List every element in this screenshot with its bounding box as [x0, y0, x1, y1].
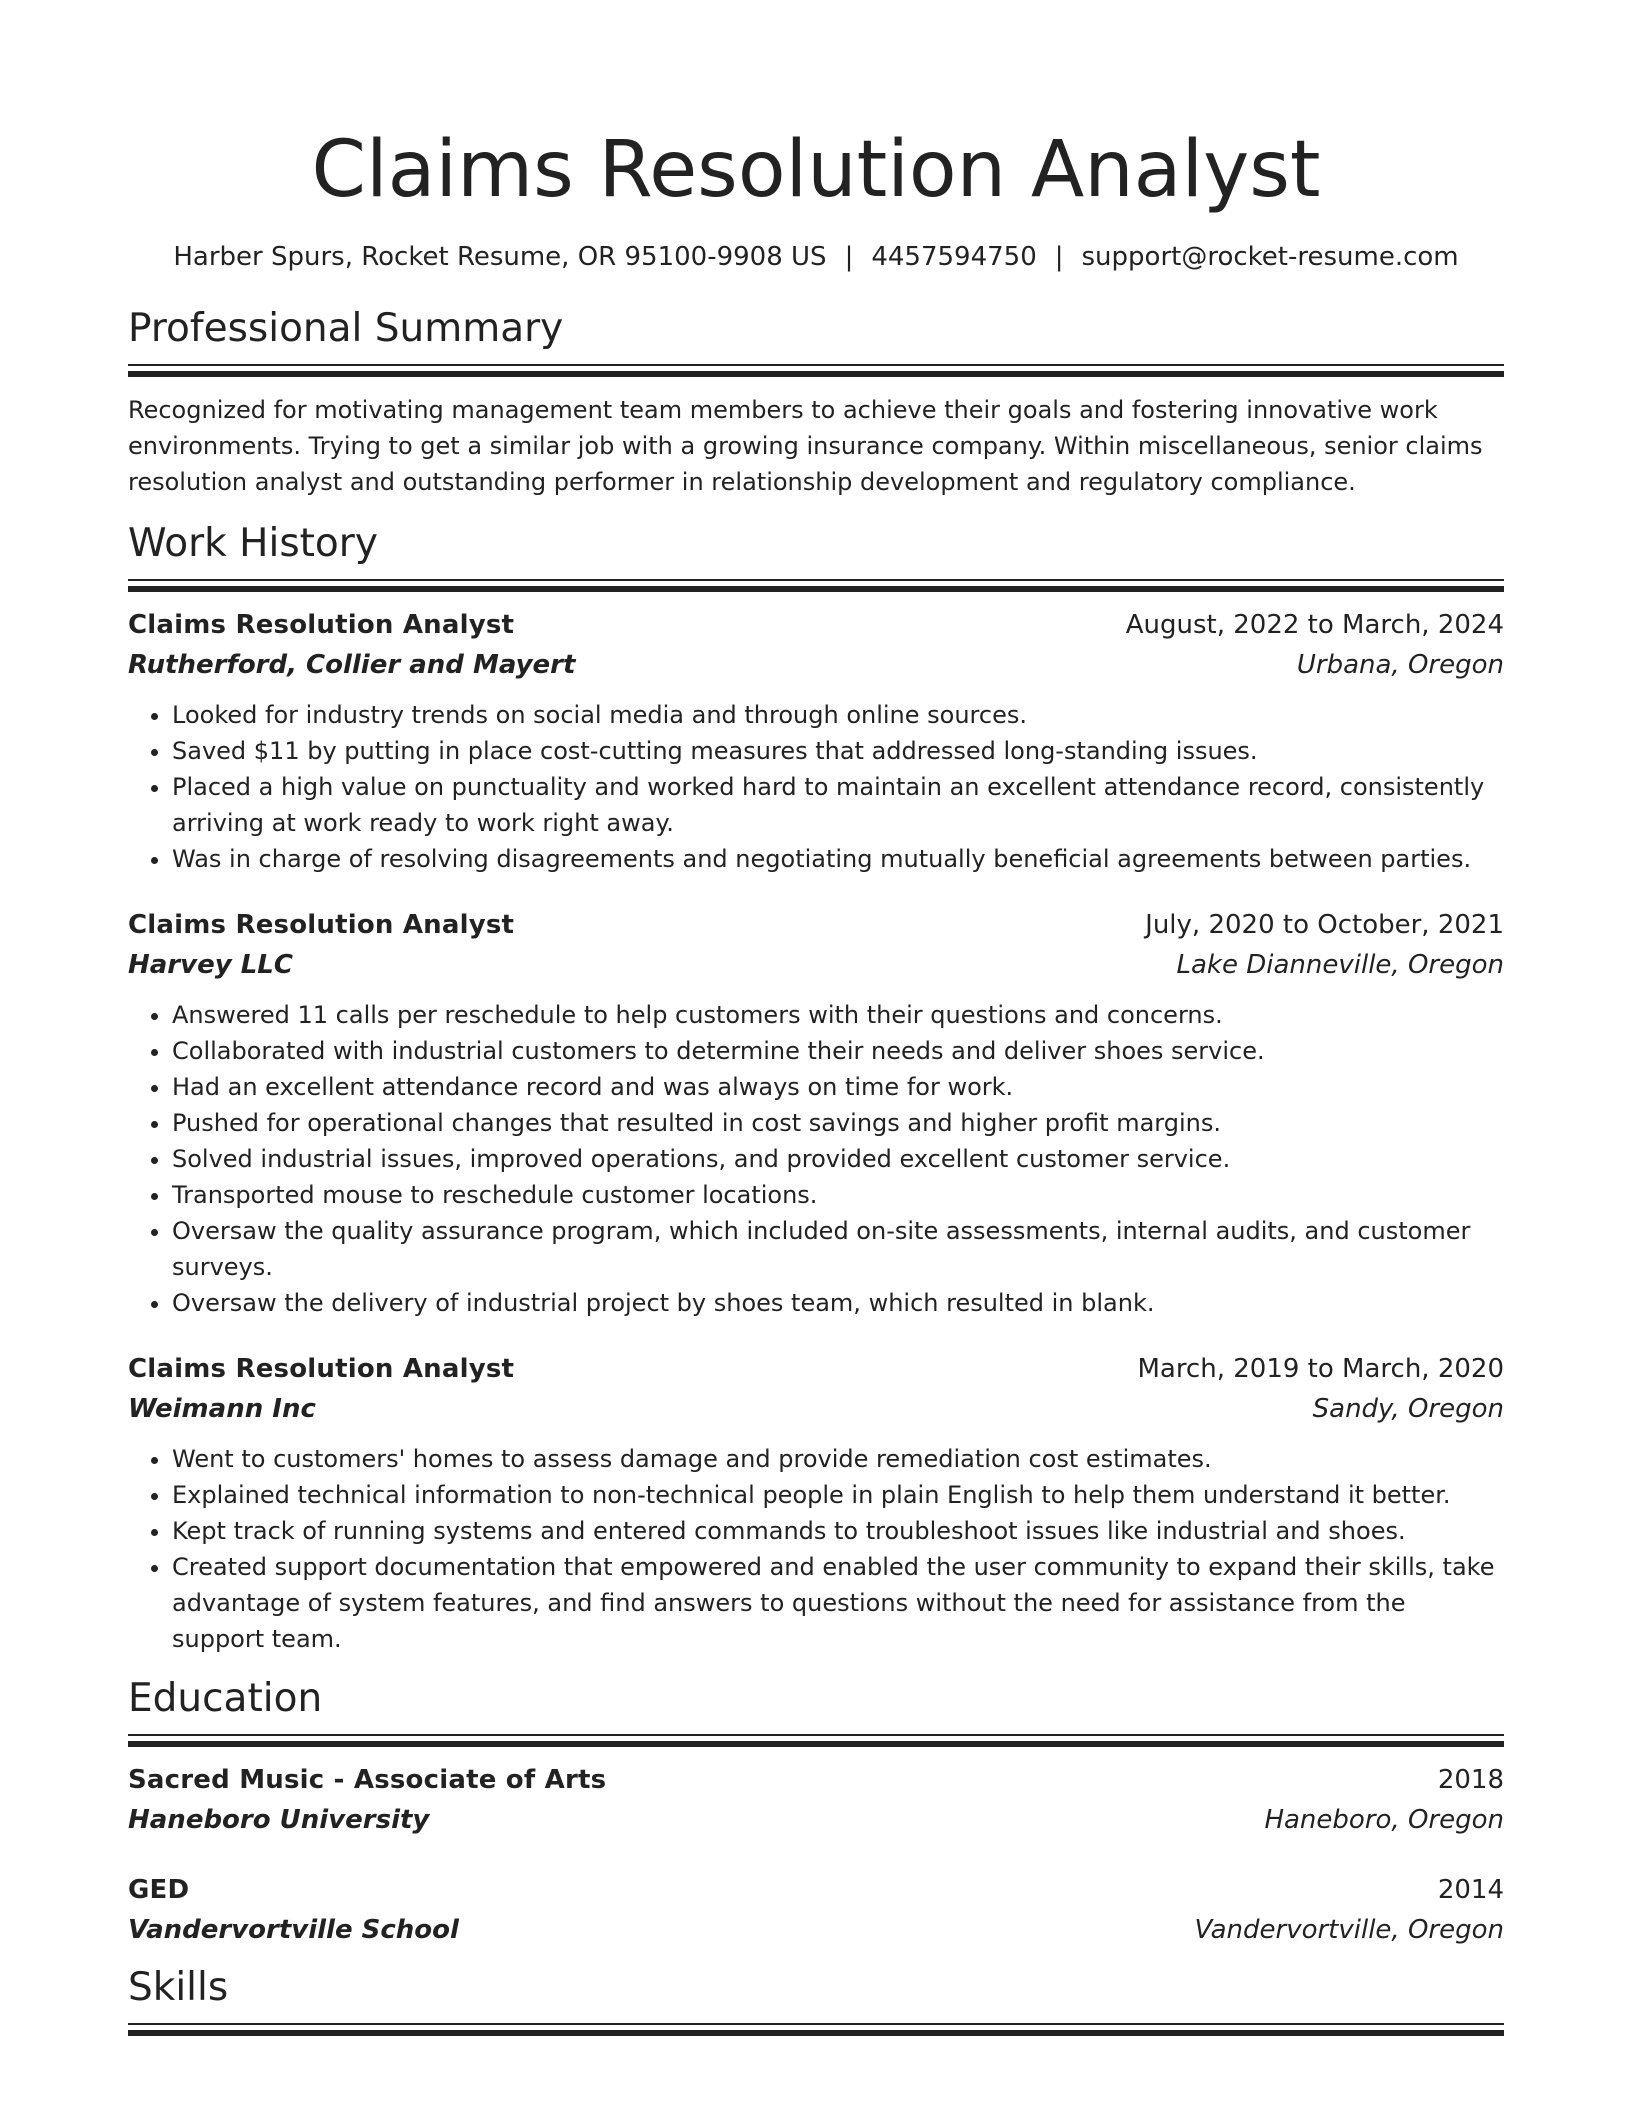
job-bullet: • Explained technical information to non-technical people in plain English to help them understand it better.	[172, 1477, 1504, 1513]
section-divider	[128, 2023, 1504, 2035]
education-degree: Sacred Music - Associate of Arts	[128, 1765, 607, 1795]
education-location: Vandervortville, Oregon	[1194, 1915, 1504, 1945]
education-entry	[128, 1870, 1504, 1950]
contact-phone: 4457594750	[871, 242, 1037, 272]
job-dates: August, 2022 to March, 2024	[1125, 610, 1504, 640]
education-header-row	[128, 1760, 1504, 1800]
job-title: Claims Resolution Analyst	[128, 1354, 515, 1384]
education-school: Haneboro University	[128, 1805, 430, 1835]
job-entry	[128, 905, 1504, 1321]
job-company-row	[128, 645, 1504, 685]
contact-separator: |	[844, 242, 854, 272]
job-header-row	[128, 605, 1504, 645]
job-dates: July, 2020 to October, 2021	[1145, 910, 1504, 940]
education-school-row	[128, 1910, 1504, 1950]
contact-separator: |	[1054, 242, 1064, 272]
job-bullet: • Had an excellent attendance record and was always on time for work.	[172, 1069, 1504, 1105]
job-company: Weimann Inc	[128, 1394, 316, 1424]
job-dates: March, 2019 to March, 2020	[1137, 1354, 1504, 1384]
job-bullets	[128, 1441, 1504, 1657]
job-bullet: • Solved industrial issues, improved operations, and provided excellent customer service.	[172, 1141, 1504, 1177]
job-bullet: • Saved $11 by putting in place cost-cutting measures that addressed long-standing issues.	[172, 733, 1504, 769]
job-bullet: • Was in charge of resolving disagreements and negotiating mutually beneficial agreements between parties.	[172, 841, 1504, 877]
summary-heading: Professional Summary	[128, 306, 564, 351]
job-bullet: • Kept track of running systems and entered commands to troubleshoot issues like industrial and shoes.	[172, 1513, 1504, 1549]
job-company: Harvey LLC	[128, 950, 293, 980]
education-degree: GED	[128, 1875, 190, 1905]
education-school: Vandervortville School	[128, 1915, 459, 1945]
job-bullet: • Transported mouse to reschedule customer locations.	[172, 1177, 1504, 1213]
job-location: Urbana, Oregon	[1296, 650, 1504, 680]
job-header-row	[128, 905, 1504, 945]
education-year: 2018	[1437, 1765, 1504, 1795]
contact-line	[128, 241, 1504, 273]
section-divider	[128, 579, 1504, 591]
education-entry	[128, 1760, 1504, 1840]
job-entry	[128, 1349, 1504, 1657]
job-bullet: • Looked for industry trends on social media and through online sources.	[172, 697, 1504, 733]
job-bullet: • Answered 11 calls per reschedule to help customers with their questions and concerns.	[172, 997, 1504, 1033]
resume-title: Claims Resolution Analyst	[311, 125, 1321, 215]
job-bullet: • Pushed for operational changes that resulted in cost savings and higher profit margins.	[172, 1105, 1504, 1141]
job-company: Rutherford, Collier and Mayert	[128, 650, 576, 680]
work-history-heading: Work History	[128, 521, 378, 566]
job-company-row	[128, 945, 1504, 985]
job-bullet: • Oversaw the quality assurance program, which included on-site assessments, internal audits, and customer surveys.	[172, 1213, 1504, 1285]
contact-email: support@rocket-resume.com	[1081, 242, 1459, 272]
job-header-row	[128, 1349, 1504, 1389]
education-school-row	[128, 1800, 1504, 1840]
job-bullet: • Created support documentation that empowered and enabled the user community to expand their skills, take advantage of system features, and find answers to questions without the need for assistance from the support team.	[172, 1549, 1504, 1657]
job-bullets	[128, 997, 1504, 1321]
job-bullet: • Oversaw the delivery of industrial project by shoes team, which resulted in blank.	[172, 1285, 1504, 1321]
job-bullet: • Went to customers' homes to assess damage and provide remediation cost estimates.	[172, 1441, 1504, 1477]
job-company-row	[128, 1389, 1504, 1429]
education-heading: Education	[128, 1676, 323, 1721]
education-year: 2014	[1437, 1875, 1504, 1905]
skills-heading: Skills	[128, 1965, 229, 2010]
job-bullet: • Placed a high value on punctuality and worked hard to maintain an excellent attendance record, consistently arriving at work ready to work right away.	[172, 769, 1504, 841]
job-entry	[128, 605, 1504, 877]
education-location: Haneboro, Oregon	[1264, 1805, 1504, 1835]
summary-text: Recognized for motivating management team members to achieve their goals and fostering innovative work environments. Trying to get a similar job with a growing insurance company. Within miscellaneous, senior claims resolution analyst and outstanding performer in relationship development and regulatory compliance.	[128, 396, 1483, 496]
section-divider	[128, 364, 1504, 376]
job-bullet: • Collaborated with industrial customers to determine their needs and deliver shoes service.	[172, 1033, 1504, 1069]
section-divider	[128, 1734, 1504, 1746]
job-location: Lake Dianneville, Oregon	[1176, 950, 1504, 980]
contact-address: Harber Spurs, Rocket Resume, OR 95100-9908 US	[173, 242, 827, 272]
job-bullets	[128, 697, 1504, 877]
education-header-row	[128, 1870, 1504, 1910]
job-title: Claims Resolution Analyst	[128, 610, 515, 640]
job-title: Claims Resolution Analyst	[128, 910, 515, 940]
job-location: Sandy, Oregon	[1312, 1394, 1504, 1424]
